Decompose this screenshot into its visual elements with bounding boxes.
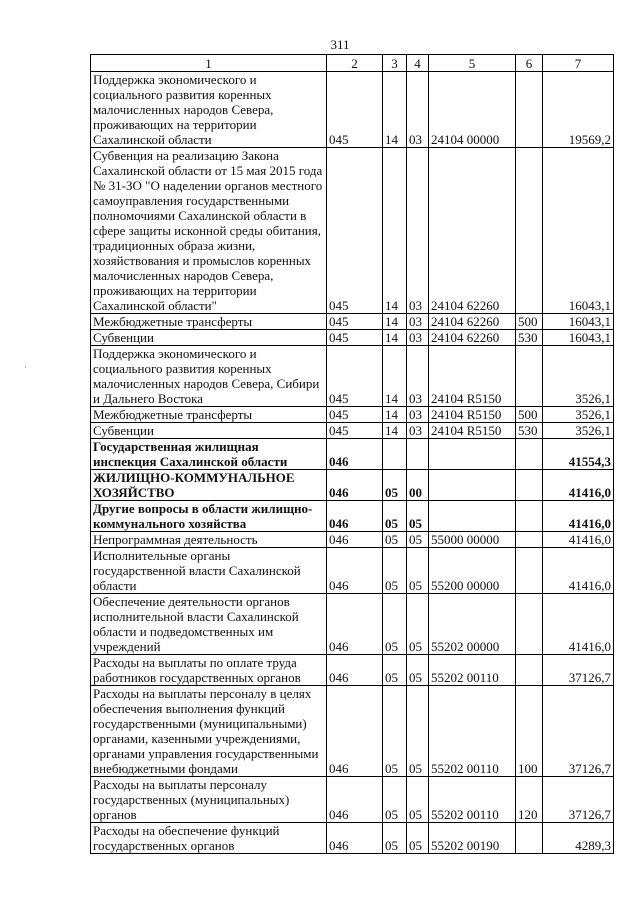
row-rz-cell: 14 (383, 346, 407, 407)
row-name-cell: Расходы на выплаты персоналу государственных (муниципальных) органов (91, 777, 327, 823)
row-pr-cell: 05 (407, 686, 429, 777)
column-header: 3 (383, 55, 407, 72)
row-sum-cell: 41416,0 (543, 532, 614, 548)
row-ved-cell: 045 (327, 330, 383, 346)
column-header: 5 (429, 55, 516, 72)
row-csr-cell: 55202 00190 (429, 823, 516, 854)
row-csr-cell: 55202 00000 (429, 594, 516, 655)
row-vr-cell: 530 (516, 330, 543, 346)
table-row (91, 330, 614, 346)
row-name-cell: Расходы на выплаты персоналу в целях обеспечения выполнения функций государственными (муниципальными) органами, казенными учреждениями, органами управления государственными внебюджетными фондами (91, 686, 327, 777)
row-rz-cell (383, 439, 407, 470)
table-row (91, 72, 614, 148)
row-name-cell: Межбюджетные трансферты (91, 407, 327, 423)
row-name-cell: Государственная жилищная инспекция Сахалинской области (91, 439, 327, 470)
row-rz-cell: 05 (383, 823, 407, 854)
row-csr-cell: 24104 R5150 (429, 423, 516, 439)
row-name-cell: Исполнительные органы государственной власти Сахалинской области (91, 548, 327, 594)
row-ved-cell: 045 (327, 346, 383, 407)
row-sum-cell: 19569,2 (543, 72, 614, 148)
row-vr-cell (516, 655, 543, 686)
column-header: 6 (516, 55, 543, 72)
row-vr-cell (516, 594, 543, 655)
page-number: 311 (330, 37, 350, 52)
budget-table (90, 54, 614, 854)
row-ved-cell: 046 (327, 501, 383, 532)
row-csr-cell (429, 439, 516, 470)
row-sum-cell: 41416,0 (543, 594, 614, 655)
row-ved-cell: 046 (327, 655, 383, 686)
row-csr-cell (429, 470, 516, 501)
row-pr-cell: 00 (407, 470, 429, 501)
row-pr-cell: 05 (407, 548, 429, 594)
row-rz-cell: 05 (383, 777, 407, 823)
table-row (91, 148, 614, 314)
row-pr-cell (407, 439, 429, 470)
row-csr-cell: 24104 R5150 (429, 407, 516, 423)
row-vr-cell: 530 (516, 423, 543, 439)
margin-mark: · (24, 362, 27, 372)
row-vr-cell: 100 (516, 686, 543, 777)
table-row (91, 548, 614, 594)
row-csr-cell: 55202 00110 (429, 655, 516, 686)
row-pr-cell: 05 (407, 594, 429, 655)
table-row (91, 423, 614, 439)
row-name-cell: Расходы на обеспечение функций государственных органов (91, 823, 327, 854)
row-sum-cell: 3526,1 (543, 407, 614, 423)
row-sum-cell: 41416,0 (543, 548, 614, 594)
row-csr-cell: 55000 00000 (429, 532, 516, 548)
row-vr-cell (516, 148, 543, 314)
row-pr-cell: 03 (407, 330, 429, 346)
row-ved-cell: 046 (327, 594, 383, 655)
row-vr-cell (516, 346, 543, 407)
row-rz-cell: 14 (383, 423, 407, 439)
table-row (91, 823, 614, 854)
row-rz-cell: 05 (383, 594, 407, 655)
row-pr-cell: 03 (407, 148, 429, 314)
row-rz-cell: 14 (383, 407, 407, 423)
row-rz-cell: 05 (383, 532, 407, 548)
column-header: 4 (407, 55, 429, 72)
row-ved-cell: 045 (327, 314, 383, 330)
row-rz-cell: 05 (383, 655, 407, 686)
row-ved-cell: 046 (327, 532, 383, 548)
row-rz-cell: 05 (383, 501, 407, 532)
row-ved-cell: 046 (327, 823, 383, 854)
row-sum-cell: 37126,7 (543, 777, 614, 823)
table-row (91, 501, 614, 532)
table-row (91, 346, 614, 407)
row-name-cell: Межбюджетные трансферты (91, 314, 327, 330)
table-row (91, 532, 614, 548)
row-sum-cell: 3526,1 (543, 346, 614, 407)
row-vr-cell (516, 823, 543, 854)
row-sum-cell: 41554,3 (543, 439, 614, 470)
row-vr-cell (516, 439, 543, 470)
row-sum-cell: 41416,0 (543, 501, 614, 532)
row-sum-cell: 16043,1 (543, 330, 614, 346)
row-sum-cell: 16043,1 (543, 314, 614, 330)
row-ved-cell: 046 (327, 686, 383, 777)
row-rz-cell: 14 (383, 148, 407, 314)
row-pr-cell: 05 (407, 655, 429, 686)
row-pr-cell: 05 (407, 501, 429, 532)
column-header: 1 (91, 55, 327, 72)
row-ved-cell: 046 (327, 548, 383, 594)
row-pr-cell: 03 (407, 72, 429, 148)
row-csr-cell: 55202 00110 (429, 777, 516, 823)
column-header: 2 (327, 55, 383, 72)
row-name-cell: ЖИЛИЩНО-КОММУНАЛЬНОЕ ХОЗЯЙСТВО (91, 470, 327, 501)
row-pr-cell: 03 (407, 346, 429, 407)
row-vr-cell (516, 501, 543, 532)
row-ved-cell: 046 (327, 777, 383, 823)
row-rz-cell: 14 (383, 314, 407, 330)
row-csr-cell: 55200 00000 (429, 548, 516, 594)
table-row (91, 655, 614, 686)
row-vr-cell: 500 (516, 314, 543, 330)
row-vr-cell: 120 (516, 777, 543, 823)
row-sum-cell: 37126,7 (543, 655, 614, 686)
row-sum-cell: 41416,0 (543, 470, 614, 501)
table-row (91, 407, 614, 423)
row-pr-cell: 05 (407, 532, 429, 548)
row-rz-cell: 14 (383, 330, 407, 346)
row-vr-cell (516, 548, 543, 594)
table-row (91, 470, 614, 501)
row-pr-cell: 03 (407, 407, 429, 423)
row-name-cell: Субвенции (91, 423, 327, 439)
row-rz-cell: 05 (383, 470, 407, 501)
row-pr-cell: 03 (407, 423, 429, 439)
table-row (91, 594, 614, 655)
row-rz-cell: 14 (383, 72, 407, 148)
row-csr-cell: 24104 R5150 (429, 346, 516, 407)
row-csr-cell: 24104 00000 (429, 72, 516, 148)
row-name-cell: Поддержка экономического и социального развития коренных малочисленных народов Севера, проживающих на территории Сахалинской области (91, 72, 327, 148)
row-csr-cell: 55202 00110 (429, 686, 516, 777)
row-pr-cell: 03 (407, 314, 429, 330)
row-name-cell: Расходы на выплаты по оплате труда работников государственных органов (91, 655, 327, 686)
row-ved-cell: 045 (327, 148, 383, 314)
row-csr-cell: 24104 62260 (429, 330, 516, 346)
row-csr-cell: 24104 62260 (429, 314, 516, 330)
row-rz-cell: 05 (383, 686, 407, 777)
row-rz-cell: 05 (383, 548, 407, 594)
row-ved-cell: 046 (327, 439, 383, 470)
row-vr-cell (516, 532, 543, 548)
table-row (91, 439, 614, 470)
row-csr-cell: 24104 62260 (429, 148, 516, 314)
row-sum-cell: 16043,1 (543, 148, 614, 314)
row-ved-cell: 045 (327, 407, 383, 423)
column-header: 7 (543, 55, 614, 72)
row-name-cell: Субвенции (91, 330, 327, 346)
row-vr-cell (516, 470, 543, 501)
row-vr-cell (516, 72, 543, 148)
row-ved-cell: 046 (327, 470, 383, 501)
table-row (91, 686, 614, 777)
row-sum-cell: 37126,7 (543, 686, 614, 777)
row-name-cell: Поддержка экономического и социального развития коренных малочисленных народов Севера, Сибири и Дальнего Востока (91, 346, 327, 407)
row-vr-cell: 500 (516, 407, 543, 423)
row-sum-cell: 3526,1 (543, 423, 614, 439)
row-csr-cell (429, 501, 516, 532)
row-name-cell: Обеспечение деятельности органов исполнительной власти Сахалинской области и подведомственных им учреждений (91, 594, 327, 655)
row-ved-cell: 045 (327, 72, 383, 148)
row-name-cell: Непрограммная деятельность (91, 532, 327, 548)
row-ved-cell: 045 (327, 423, 383, 439)
row-name-cell: Другие вопросы в области жилищно-коммунального хозяйства (91, 501, 327, 532)
row-name-cell: Субвенция на реализацию Закона Сахалинской области от 15 мая 2015 года № 31-ЗО "О наделении органов местного самоуправления государственными полномочиями Сахалинской области в сфере защиты исконной среды обитания, традиционных образа жизни, хозяйствования и промыслов коренных малочисленных народов Севера, проживающих на территории Сахалинской области" (91, 148, 327, 314)
header-row (91, 55, 614, 72)
row-pr-cell: 05 (407, 823, 429, 854)
row-sum-cell: 4289,3 (543, 823, 614, 854)
table-row (91, 314, 614, 330)
row-pr-cell: 05 (407, 777, 429, 823)
table-row (91, 777, 614, 823)
